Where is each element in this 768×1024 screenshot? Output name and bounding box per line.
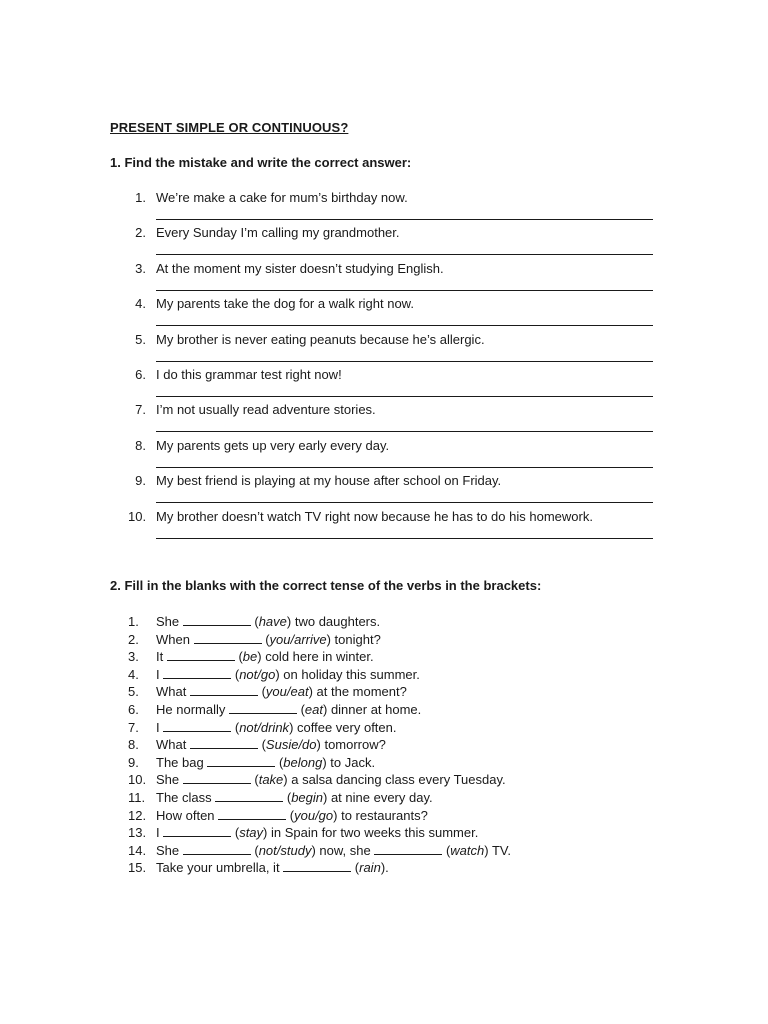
item-number: 10. [128, 508, 147, 524]
item-number: 10. [128, 772, 147, 788]
verb-hint: belong [283, 754, 323, 770]
sentence-fragment: ( [351, 860, 360, 876]
item-sentence [156, 825, 478, 840]
item-number: 2. [135, 225, 146, 241]
sentence-fragment: ) at the moment? [308, 684, 407, 700]
item-sentence [156, 843, 511, 858]
verb-hint: Susie/do [265, 737, 317, 753]
sentence-fragment: It [156, 649, 167, 665]
answer-line[interactable] [156, 396, 653, 397]
sentence-fragment: ( [275, 754, 284, 770]
answer-line[interactable] [156, 467, 653, 468]
sentence-fragment: ) at nine every day. [323, 789, 433, 805]
fill-blank[interactable] [183, 843, 251, 855]
sentence-fragment: ) tonight? [326, 631, 381, 647]
verb-hint: you/eat [265, 684, 309, 700]
exercise-2-item [128, 667, 688, 685]
fill-blank[interactable] [190, 737, 258, 749]
answer-line[interactable] [156, 502, 653, 503]
exercise-2-item [128, 684, 688, 702]
sentence-fragment: ) TV. [484, 842, 512, 858]
sentence-fragment: ( [283, 789, 292, 805]
exercise-1-heading: 1. Find the mistake and write the correct answer: [110, 155, 412, 170]
exercise-1-item [128, 332, 658, 367]
exercise-2-item [128, 649, 688, 667]
verb-hint: not/study [258, 842, 312, 858]
item-sentence [156, 684, 407, 699]
sentence-fragment: ( [257, 684, 266, 700]
item-sentence [156, 614, 380, 629]
item-number: 13. [128, 825, 147, 841]
item-number: 12. [128, 807, 147, 823]
item-sentence [156, 702, 421, 717]
item-number: 4. [135, 296, 146, 312]
item-sentence [156, 737, 386, 752]
sentence-fragment: ) in Spain for two weeks this summer. [263, 825, 479, 841]
verb-hint: you/arrive [269, 631, 327, 647]
verb-hint: not/go [239, 666, 276, 682]
answer-line[interactable] [156, 538, 653, 539]
sentence-fragment: What [156, 737, 190, 753]
answer-line[interactable] [156, 325, 653, 326]
fill-blank[interactable] [207, 755, 275, 767]
sentence-fragment: ( [286, 807, 295, 823]
sentence-fragment: Take your umbrella, it [156, 860, 284, 876]
item-sentence: At the moment my sister doesn’t studying English. [156, 260, 444, 276]
sentence-fragment: ) cold here in winter. [257, 649, 374, 665]
sentence-fragment: ) a salsa dancing class every Tuesday. [283, 772, 506, 788]
item-sentence: We’re make a cake for mum’s birthday now. [156, 190, 408, 205]
answer-line[interactable] [156, 290, 653, 291]
item-number: 6. [128, 701, 139, 717]
sentence-fragment: ) two daughters. [286, 614, 381, 629]
item-sentence [156, 720, 397, 735]
exercise-1-item [128, 261, 658, 296]
sentence-fragment: ( [261, 631, 270, 647]
item-number: 9. [135, 473, 146, 489]
exercise-2-item [128, 720, 688, 738]
item-number: 9. [128, 754, 139, 770]
item-number: 7. [135, 402, 146, 418]
sentence-fragment: He normally [156, 701, 229, 717]
exercise-2-list [128, 614, 688, 878]
sentence-fragment: ) tomorrow? [316, 737, 386, 753]
sentence-fragment: ( [234, 649, 243, 665]
exercise-2-item [128, 825, 688, 843]
item-number: 14. [128, 842, 147, 858]
item-sentence [156, 772, 506, 787]
fill-blank[interactable] [167, 649, 235, 661]
verb-hint: watch [450, 842, 485, 858]
item-number: 6. [135, 366, 146, 382]
verb-hint: have [258, 614, 287, 629]
item-sentence: My best friend is playing at my house after school on Friday. [156, 473, 502, 489]
sentence-fragment: ( [250, 842, 259, 858]
exercise-2-item [128, 772, 688, 790]
worksheet-title: PRESENT SIMPLE OR CONTINUOUS? [110, 120, 349, 135]
sentence-fragment: She [156, 772, 183, 788]
exercise-1-list [128, 190, 658, 544]
sentence-fragment: ) now, she [311, 842, 375, 858]
fill-blank[interactable] [163, 667, 231, 679]
sentence-fragment: When [156, 631, 194, 647]
fill-blank[interactable] [194, 632, 262, 644]
item-sentence: My parents take the dog for a walk right now. [156, 296, 414, 312]
item-number: 2. [128, 631, 139, 647]
sentence-fragment: She [156, 842, 183, 858]
sentence-fragment: I [156, 719, 164, 735]
item-sentence: I’m not usually read adventure stories. [156, 402, 376, 418]
sentence-fragment: ( [231, 825, 240, 841]
exercise-1-item [128, 296, 658, 331]
exercise-2-item [128, 737, 688, 755]
sentence-fragment: ( [231, 666, 240, 682]
exercise-2-heading: 2. Fill in the blanks with the correct tense of the verbs in the brackets: [110, 578, 542, 593]
exercise-1-item [128, 225, 658, 260]
item-sentence [156, 860, 389, 875]
exercise-2-item [128, 632, 688, 650]
sentence-fragment: The class [156, 789, 216, 805]
sentence-fragment: ) to restaurants? [333, 807, 428, 823]
answer-line[interactable] [156, 219, 653, 220]
fill-blank[interactable] [163, 825, 231, 837]
answer-line[interactable] [156, 361, 653, 362]
item-sentence [156, 649, 374, 664]
fill-blank[interactable] [229, 702, 297, 714]
sentence-fragment: ( [250, 772, 259, 788]
fill-blank[interactable] [283, 860, 351, 872]
fill-blank[interactable] [215, 790, 283, 802]
item-sentence [156, 755, 375, 770]
item-sentence [156, 632, 381, 647]
verb-hint: stay [239, 825, 264, 841]
item-sentence: Every Sunday I’m calling my grandmother. [156, 225, 400, 241]
exercise-1-item [128, 473, 658, 508]
exercise-2-item [128, 808, 688, 826]
sentence-fragment: What [156, 684, 190, 700]
exercise-2-item [128, 860, 688, 878]
fill-blank[interactable] [218, 808, 286, 820]
sentence-fragment: ) coffee very often. [289, 719, 397, 735]
item-number: 8. [135, 437, 146, 453]
item-number: 11. [128, 789, 146, 805]
verb-hint: take [258, 772, 284, 788]
verb-hint: you/go [294, 807, 334, 823]
answer-line[interactable] [156, 254, 653, 255]
verb-hint: rain [359, 860, 381, 876]
fill-blank[interactable] [190, 684, 258, 696]
item-sentence [156, 667, 420, 682]
item-number: 5. [128, 684, 139, 700]
item-sentence: My brother doesn’t watch TV right now because he has to do his homework. [156, 508, 593, 524]
item-number: 8. [128, 737, 139, 753]
verb-hint: not/drink [239, 719, 290, 735]
fill-blank[interactable] [374, 843, 442, 855]
item-sentence: My parents gets up very early every day. [156, 437, 390, 453]
sentence-fragment: ( [250, 614, 259, 629]
exercise-2-item [128, 702, 688, 720]
item-sentence [156, 790, 433, 805]
item-number: 5. [135, 331, 146, 347]
item-number: 7. [128, 719, 139, 735]
sentence-fragment: ) on holiday this summer. [275, 666, 420, 682]
sentence-fragment: She [156, 614, 183, 629]
sentence-fragment: The bag [156, 754, 208, 770]
exercise-2-item [128, 790, 688, 808]
exercise-1-item [128, 438, 658, 473]
sentence-fragment: ) to Jack. [322, 754, 376, 770]
fill-blank[interactable] [183, 614, 251, 626]
item-number: 3. [128, 649, 139, 665]
sentence-fragment: ( [231, 719, 240, 735]
exercise-2-item [128, 614, 688, 632]
fill-blank[interactable] [163, 720, 231, 732]
exercise-1-item [128, 509, 658, 544]
exercise-1-item [128, 190, 658, 225]
answer-line[interactable] [156, 431, 653, 432]
sentence-fragment: ( [257, 737, 266, 753]
sentence-fragment: ). [380, 860, 389, 876]
sentence-fragment: ( [296, 701, 305, 717]
sentence-fragment: How often [156, 807, 219, 823]
item-number: 1. [128, 614, 139, 629]
item-sentence [156, 808, 428, 823]
item-number: 3. [135, 260, 146, 276]
exercise-2-item [128, 755, 688, 773]
exercise-1-item [128, 402, 658, 437]
exercise-1-item [128, 367, 658, 402]
item-number: 15. [128, 860, 147, 876]
sentence-fragment: ( [442, 842, 451, 858]
verb-hint: begin [291, 789, 324, 805]
item-sentence: My brother is never eating peanuts because he’s allergic. [156, 331, 485, 347]
item-number: 1. [135, 190, 146, 205]
verb-hint: eat [304, 701, 323, 717]
sentence-fragment: ) dinner at home. [323, 701, 422, 717]
item-sentence: I do this grammar test right now! [156, 366, 342, 382]
item-number: 4. [128, 666, 139, 682]
exercise-2-item [128, 843, 688, 861]
sentence-fragment: I [156, 666, 164, 682]
sentence-fragment: I [156, 825, 164, 841]
verb-hint: be [242, 649, 258, 665]
fill-blank[interactable] [183, 772, 251, 784]
